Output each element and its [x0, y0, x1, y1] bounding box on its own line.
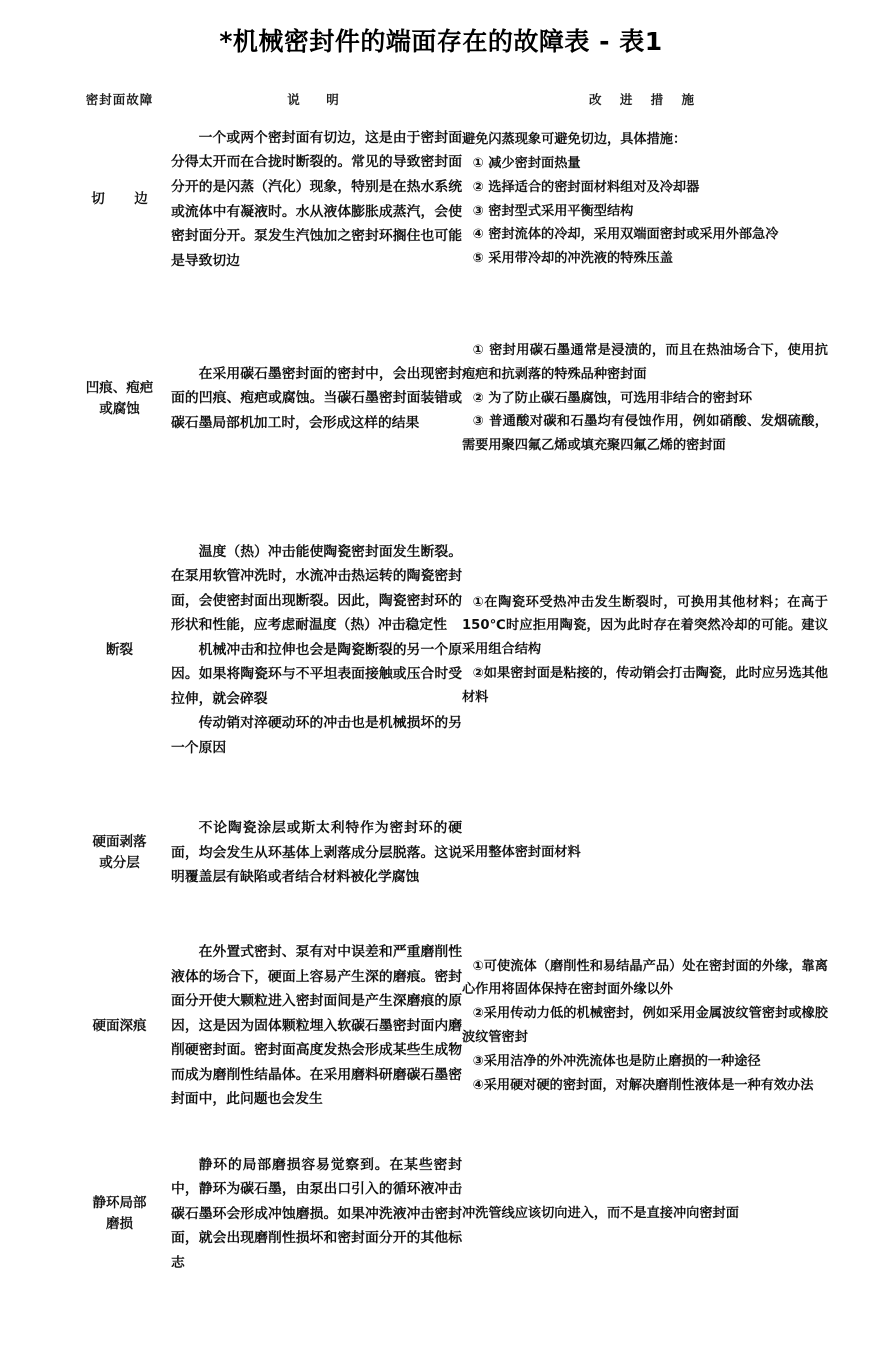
cell-description — [171, 1140, 462, 1288]
cell-fault — [68, 794, 171, 912]
description-paragraph: 静环的局部磨损容易觉察到。在某些密封中，静环为碳石墨，由泵出口引入的循环液冲击碳石墨环会形成冲蚀磨损。如果冲洗液冲击密封面，就会出现磨削性损坏和密封面分开的其他标志 — [171, 1156, 462, 1271]
description-paragraph: 温度（热）冲击能使陶瓷密封面发生断裂。在泵用软管冲洗时，水流冲击热运转的陶瓷密封面，会使密封面出现断裂。因此，陶瓷密封环的形状和性能，应考虑耐温度（热）冲击稳定性 — [171, 543, 462, 634]
table-row — [68, 794, 828, 912]
description-paragraph: 传动销对淬硬动环的冲击也是机械损坏的另一个原因 — [171, 715, 462, 756]
cell-fault — [68, 912, 171, 1140]
fault-label: 硬面深痕 — [92, 1017, 147, 1034]
cell-measures — [462, 1140, 828, 1288]
measure-item: ④ 密封流体的冷却，采用双端面密封或采用外部急冷 — [472, 227, 779, 243]
table-row — [68, 506, 828, 794]
cell-measures — [462, 108, 828, 291]
description-paragraph: 不论陶瓷涂层或斯太利特作为密封环的硬面，均会发生从环基体上剥落成分层脱落。这说明覆盖层有缺陷或者结合材料被化学腐蚀 — [171, 820, 462, 886]
measure-lead: 避免闪蒸现象可避免切边，具体措施： — [462, 132, 687, 148]
cell-measures — [462, 291, 828, 506]
fault-label-line2: 或腐蚀 — [99, 400, 140, 417]
fault-label-line1: 静环局部 — [92, 1195, 147, 1212]
cell-description — [171, 912, 462, 1140]
fault-table — [68, 90, 828, 1288]
fault-label: 断裂 — [106, 641, 133, 658]
cell-description — [171, 108, 462, 291]
header-measures: 改 进 措 施 — [588, 92, 702, 107]
cell-description — [171, 291, 462, 506]
header-fault: 密封面故障 — [85, 92, 154, 107]
fault-label-line2: 磨损 — [106, 1216, 133, 1232]
description-paragraph: 在外置式密封、泵有对中误差和严重磨削性液体的场合下，硬面上容易产生深的磨痕。密封面分开使大颗粒进入密封面间是产生深磨痕的原因，这是因为固体颗粒埋入软碳石墨密封面内磨削硬密封面。密封面高度发热会形成某些生成物而成为磨削性结晶体。在采用磨料研磨碳石墨密封面中，此问题也会发生 — [171, 944, 462, 1108]
measure-item: ⑤ 采用带冷却的冲洗液的特殊压盖 — [472, 251, 673, 267]
measure-item: ③ 密封型式采用平衡型结构 — [472, 203, 634, 219]
description-paragraph: 在采用碳石墨密封面的密封中，会出现密封面的凹痕、疱疤或腐蚀。当碳石墨密封面装错或碳石墨局部机加工时，会形成这样的结果 — [171, 365, 462, 431]
table-row — [68, 912, 828, 1140]
fault-label: 切 边 — [91, 191, 156, 208]
cell-fault — [68, 108, 171, 291]
fault-label-line1: 凹痕、疱疤 — [85, 379, 154, 396]
cell-fault — [68, 506, 171, 794]
description-paragraph: 机械冲击和拉伸也会是陶瓷断裂的另一个原因。如果将陶瓷环与不平坦表面接触或压合时受拉伸，就会碎裂 — [171, 641, 462, 707]
measure-item: ②采用传动力低的机械密封，例如采用金属波纹管密封或橡胶波纹管密封 — [462, 1006, 828, 1045]
cell-description — [171, 794, 462, 912]
table-header-row — [68, 90, 828, 108]
header-description: 说 明 — [287, 92, 346, 107]
table-row — [68, 1140, 828, 1288]
measure-item: 采用整体密封面材料 — [462, 845, 581, 861]
measure-item: ③ 普通酸对碳和石墨均有侵蚀作用，例如硝酸、发烟硫酸，需要用聚四氟乙烯或填充聚四氟乙烯的密封面 — [462, 414, 828, 454]
measure-item: ① 密封用碳石墨通常是浸渍的，而且在热油场合下，使用抗疱疤和抗剥落的特殊品种密封面 — [462, 343, 828, 382]
cell-fault — [68, 1140, 171, 1288]
measure-item: ②如果密封面是粘接的，传动销会打击陶瓷，此时应另选其他材料 — [462, 665, 828, 705]
measure-item: ③采用洁净的外冲洗流体也是防止磨损的一种途径 — [472, 1053, 761, 1069]
fault-label-line1: 硬面剥落 — [92, 834, 147, 851]
measure-item: ② 选择适合的密封面材料组对及冷却器 — [472, 179, 700, 195]
table-row — [68, 291, 828, 506]
description-paragraph: 一个或两个密封面有切边，这是由于密封面分得太开而在合拢时断裂的。常见的导致密封面分开的是闪蒸（汽化）现象，特别是在热水系统或流体中有凝液时。水从液体膨胀成蒸汽，会使密封面分开。泵发生汽蚀加之密封环搁住也可能是导致切边 — [171, 129, 462, 269]
table-row — [68, 108, 828, 291]
page-title: *机械密封件的端面存在的故障表 - 表1 — [219, 27, 663, 56]
measure-item: ④采用硬对硬的密封面，对解决磨削性液体是一种有效办法 — [472, 1077, 814, 1093]
cell-measures — [462, 912, 828, 1140]
measure-item: ①可使流体（磨削性和易结晶产品）处在密封面的外缘，靠离心作用将固体保持在密封面外缘以外 — [462, 958, 828, 998]
cell-measures — [462, 794, 828, 912]
measure-item: ① 减少密封面热量 — [472, 155, 581, 171]
measure-item: ② 为了防止碳石墨腐蚀，可选用非结合的密封环 — [472, 390, 753, 406]
measure-item: 冲洗管线应该切向进入，而不是直接冲向密封面 — [462, 1206, 739, 1222]
cell-fault — [68, 291, 171, 506]
fault-label-line2: 或分层 — [99, 855, 140, 871]
measure-item: ①在陶瓷环受热冲击发生断裂时，可换用其他材料；在高于150℃时应拒用陶瓷，因为此时存在着突然冷却的可能。建议采用组合结构 — [462, 594, 828, 658]
cell-description — [171, 506, 462, 794]
cell-measures — [462, 506, 828, 794]
